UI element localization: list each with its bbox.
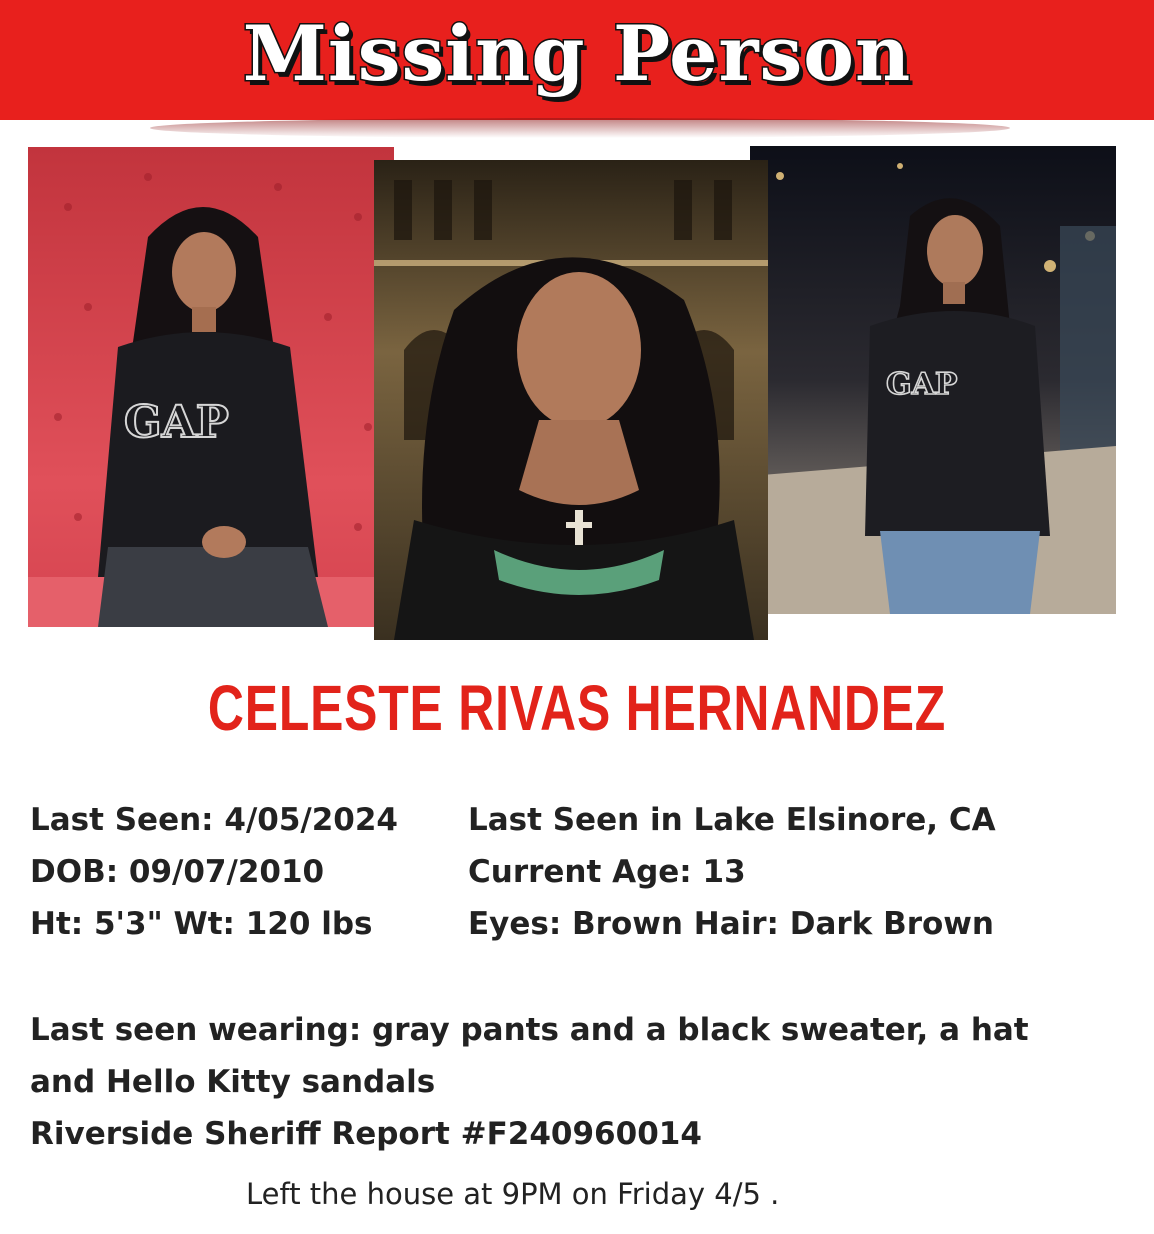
eyes-hair: Eyes: Brown Hair: Dark Brown (468, 906, 995, 942)
clothing-line-2: and Hello Kitty sandals (30, 1064, 436, 1100)
banner-shadow (150, 118, 1010, 138)
date-of-birth: DOB: 09/07/2010 (30, 854, 325, 890)
missing-person-name: CELESTE RIVAS HERNANDEZ (207, 672, 947, 744)
photo-left (28, 147, 394, 627)
poster-title: Missing Person (242, 9, 912, 98)
departure-note: Left the house at 9PM on Friday 4/5 . (246, 1177, 780, 1211)
hoodie-logo-2: GAP (886, 367, 958, 402)
sheriff-report-number: Riverside Sheriff Report #F240960014 (30, 1116, 702, 1152)
hoodie-logo: GAP (124, 397, 229, 448)
current-age: Current Age: 13 (468, 854, 746, 890)
height-weight: Ht: 5'3" Wt: 120 lbs (30, 906, 373, 942)
last-seen-date: Last Seen: 4/05/2024 (30, 802, 399, 838)
last-seen-location: Last Seen in Lake Elsinore, CA (468, 802, 996, 838)
photo-center (374, 160, 768, 640)
clothing-line-1: Last seen wearing: gray pants and a black sweater, a hat (30, 1012, 1029, 1048)
photo-right (750, 146, 1116, 614)
